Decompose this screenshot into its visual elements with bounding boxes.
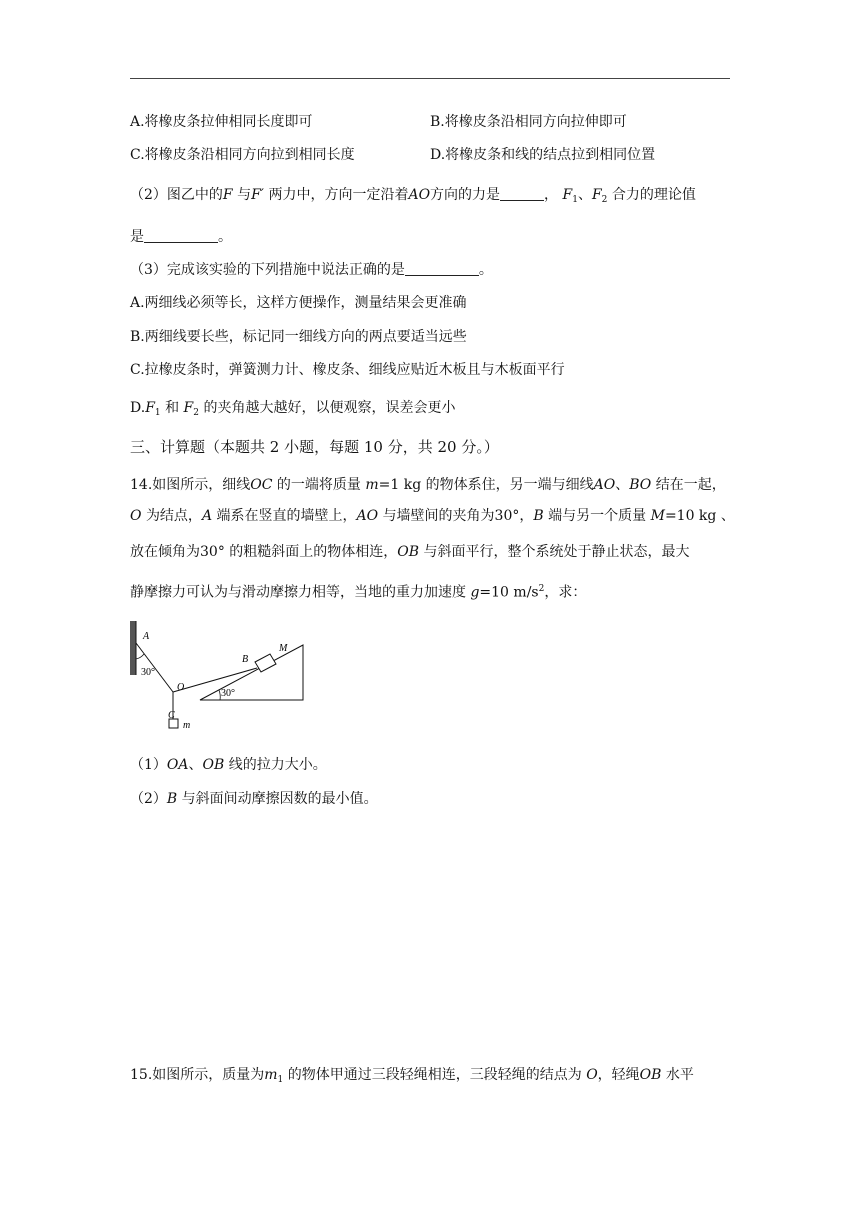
label-angle-incline: 30° [221, 688, 235, 699]
angle-arc-a [136, 654, 144, 659]
label-big-m: M [279, 643, 288, 654]
part-3-option-c: C.拉橡皮条时，弹簧测力计、橡皮条、细线应贴近木板且与木板面平行 [130, 362, 565, 378]
question-14-sub-2: （2）B 与斜面间动摩擦因数的最小值。 [130, 791, 378, 807]
label-a: A [143, 631, 150, 642]
label-m: m [183, 720, 191, 731]
answer-blank[interactable] [144, 228, 218, 243]
option-d: D.将橡皮条和线的结点拉到相同位置 [430, 147, 656, 163]
label-o: O [177, 682, 185, 693]
answer-blank[interactable] [500, 186, 544, 201]
question-15-line-1: 15.如图所示，质量为$m_1$ 的物体甲通过三段轻绳相连，三段轻绳的结点为 O，轻绳OB 水平 [130, 1067, 694, 1085]
question-14-line-4: 静摩擦力可认为与滑动摩擦力相等，当地的重力加速度 g=10 $m/s^2$，求： [130, 584, 587, 601]
option-c: C.将橡皮条沿相同方向拉到相同长度 [130, 147, 355, 163]
part-3-option-b: B.两细线要长些，标记同一细线方向的两点要适当远些 [130, 329, 467, 345]
part-3-option-a: A.两细线必须等长，这样方便操作，测量结果会更准确 [130, 295, 467, 311]
section-heading: 三、计算题（本题共 2 小题，每题 10 分，共 20 分。） [130, 438, 499, 456]
part-3-option-d: $D.F_1$ 和 $F_2$ 的夹角越大越好，以便观察，误差会更小 [130, 400, 456, 418]
label-c: C [168, 710, 175, 721]
question-14-line-2: O 为结点，A 端系在竖直的墙壁上，AO 与墙壁间的夹角为30°，B 端与另一个质量 M=10 kg 、 [130, 508, 735, 524]
question-13-part-3: （3）完成该实验的下列措施中说法正确的是 。 [130, 262, 493, 278]
incline [200, 645, 303, 700]
header-rule [130, 78, 730, 79]
question-14-sub-1: （1）OA、OB 线的拉力大小。 [130, 757, 327, 773]
option-a: A.将橡皮条拉伸相同长度即可 [130, 114, 313, 130]
question-14-line-3: 放在倾角为30° 的粗糙斜面上的物体相连，OB 与斜面平行，整个系统处于静止状态，最大 [130, 544, 690, 560]
rope-ob [173, 668, 257, 692]
wall-hatch [130, 621, 136, 675]
question-14-line-1: 14.如图所示，细线OC 的一端将质量 m=1 kg 的物体系住，另一端与细线AO、BO 结在一起， [130, 477, 726, 493]
physics-diagram [125, 615, 325, 740]
answer-blank[interactable] [405, 261, 479, 276]
question-13-part-2-cont: 是 。 [130, 229, 232, 245]
option-b: B.将橡皮条沿相同方向拉伸即可 [430, 114, 627, 130]
label-b: B [242, 654, 249, 665]
label-angle-a: 30° [141, 667, 155, 678]
question-13-part-2: （2）图乙中的F 与F′ 两力中，方向一定沿着AO方向的力是 ， $F_1$、$F_2$ 合力的理论值 [130, 187, 696, 205]
